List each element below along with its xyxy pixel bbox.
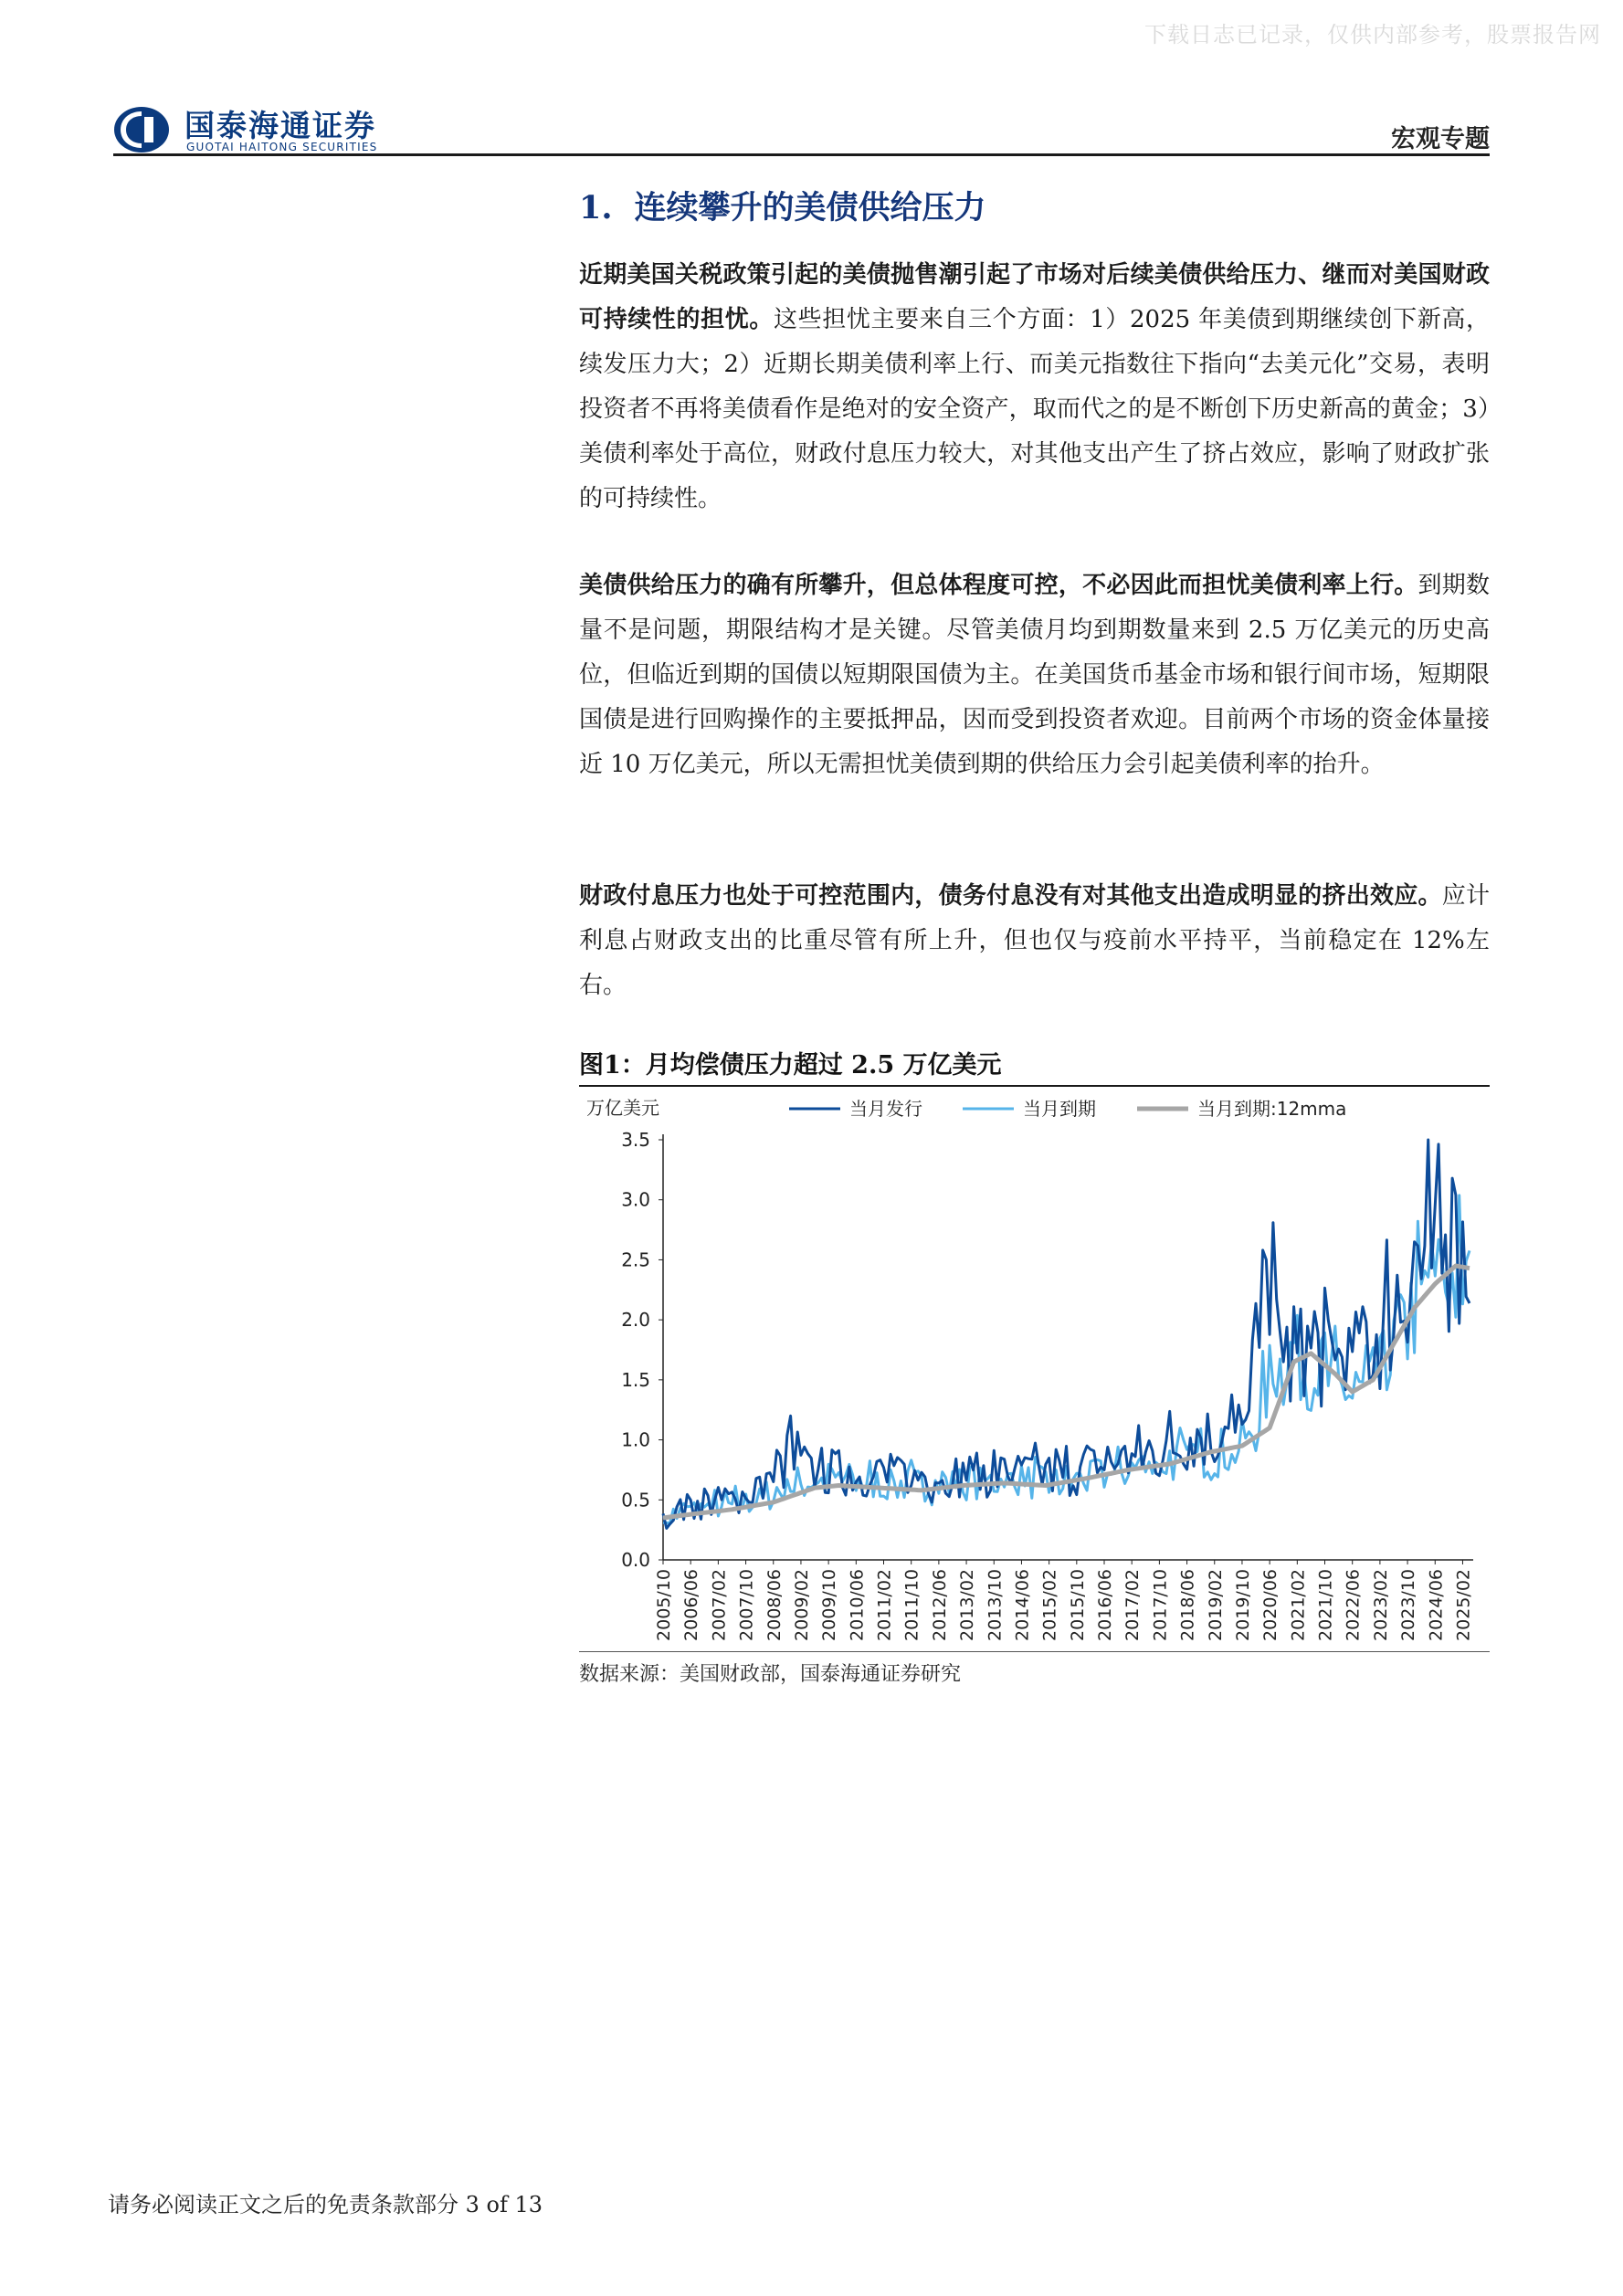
x-tick-label: 2015/10 — [1067, 1569, 1088, 1641]
y-tick-label: 3.5 — [621, 1129, 650, 1151]
x-tick-label: 2019/10 — [1232, 1569, 1253, 1641]
x-tick-label: 2017/10 — [1150, 1569, 1171, 1641]
y-tick-label: 3.0 — [621, 1188, 650, 1211]
x-tick-label: 2025/02 — [1453, 1569, 1474, 1641]
legend-label-2: 当月到期:12mma — [1197, 1098, 1347, 1120]
x-tick-label: 2015/02 — [1039, 1569, 1060, 1641]
x-tick-label: 2013/10 — [985, 1569, 1006, 1641]
x-tick-label: 2009/10 — [819, 1569, 840, 1641]
section-number: 1. — [579, 189, 613, 226]
y-tick-label: 0.5 — [621, 1489, 650, 1511]
paragraph-3-lead: 财政付息压力也处于可控范围内，债务付息没有对其他支出造成明显的挤出效应。 — [579, 882, 1442, 910]
x-tick-label: 2006/06 — [681, 1569, 702, 1641]
x-tick-label: 2007/02 — [709, 1569, 730, 1641]
header-divider — [113, 153, 1490, 156]
x-tick-label: 2010/06 — [847, 1569, 868, 1641]
x-tick-label: 2008/06 — [764, 1569, 785, 1641]
section-heading — [579, 183, 1490, 228]
paragraph-2-lead: 美债供给压力的确有所攀升，但总体程度可控，不必因此而担忧美债利率上行。 — [579, 572, 1418, 599]
x-tick-label: 2023/02 — [1370, 1569, 1391, 1641]
paragraph-2-body: 到期数量不是问题，期限结构才是关键。尽管美债月均到期数量来到 2.5 万亿美元的历史高位，但临近到期的国债以短期限国债为主。在美国货币基金市场和银行间市场，短期限国债是进行回购操作的主要抵押品，因而受到投资者欢迎。目前两个市场的资金体量接近 10 万亿美元，所以无需担忧美债到期的供给压力会引起美债利率的抬升。 — [579, 572, 1490, 778]
x-tick-label: 2020/06 — [1260, 1569, 1281, 1641]
legend-label-0: 当月发行 — [849, 1098, 922, 1120]
figure-bottom-rule — [579, 1651, 1490, 1652]
x-tick-label: 2021/02 — [1288, 1569, 1309, 1641]
page-number: 3 of 13 — [465, 2192, 543, 2217]
x-tick-label: 2018/06 — [1177, 1569, 1198, 1641]
legend-label-1: 当月到期 — [1023, 1098, 1096, 1120]
figure-title: 图1：月均偿债压力超过 2.5 万亿美元 — [579, 1051, 1002, 1080]
watermark: 下载日志已记录，仅供内部参考，股票报告网 — [1144, 22, 1601, 47]
page-footer — [108, 2186, 543, 2218]
y-tick-label: 1.0 — [621, 1428, 650, 1451]
x-tick-label: 2019/02 — [1205, 1569, 1226, 1641]
paragraph-3-body: 应计利息占财政支出的比重尽管有所上升，但也仅与疫前水平持平，当前稳定在 12%左右。 — [579, 882, 1490, 999]
paragraph-3 — [579, 874, 1490, 1008]
paragraph-1 — [579, 253, 1490, 521]
logo-emblem-icon — [113, 106, 170, 153]
figure-source: 数据来源：美国财政部，国泰海通证券研究 — [579, 1663, 962, 1686]
figure-top-rule — [579, 1085, 1490, 1087]
x-tick-label: 2005/10 — [654, 1569, 674, 1641]
x-tick-label: 2024/06 — [1426, 1569, 1447, 1641]
y-tick-label: 2.5 — [621, 1248, 650, 1271]
y-tick-label: 2.0 — [621, 1309, 650, 1332]
x-tick-label: 2016/06 — [1095, 1569, 1116, 1641]
section-title: 连续攀升的美债供给压力 — [634, 189, 986, 226]
y-tick-label: 0.0 — [621, 1549, 650, 1571]
x-tick-label: 2023/10 — [1398, 1569, 1419, 1641]
y-axis-unit-label: 万亿美元 — [586, 1097, 659, 1119]
y-tick-label: 1.5 — [621, 1368, 650, 1391]
x-tick-label: 2011/10 — [901, 1569, 922, 1641]
x-tick-label: 2013/02 — [957, 1569, 978, 1641]
x-tick-label: 2011/02 — [874, 1569, 895, 1641]
section-tag: 宏观专题 — [1391, 125, 1490, 153]
logo-english-name: GUOTAI HAITONG SECURITIES — [186, 141, 378, 153]
footer-disclaimer: 请务必阅读正文之后的免责条款部分 — [108, 2192, 458, 2217]
logo-chinese-name: 国泰海通证券 — [184, 108, 376, 143]
x-tick-label: 2009/02 — [791, 1569, 812, 1641]
x-tick-label: 2014/06 — [1012, 1569, 1033, 1641]
paragraph-1-body: 这些担忧主要来自三个方面：1）2025 年美债到期继续创下新高，续发压力大；2）近期长期美债利率上行、而美元指数往下指向“去美元化”交易，表明投资者不再将美债看作是绝对的安全资产，取而代之的是不断创下历史新高的黄金；3）美债利率处于高位，财政付息压力较大，对其他支出产生了挤占效应，影响了财政扩张的可持续性。 — [579, 306, 1490, 512]
debt-maturity-chart — [579, 1092, 1490, 1651]
x-tick-label: 2012/06 — [929, 1569, 950, 1641]
x-tick-label: 2007/10 — [736, 1569, 757, 1641]
x-tick-label: 2022/06 — [1343, 1569, 1364, 1641]
paragraph-1-lead: 近期美国关税政策引起的美债抛售潮引起了市场对后续美债供给压力、继而对美国财政可持续性的担忧。 — [579, 261, 1490, 333]
x-tick-label: 2021/10 — [1315, 1569, 1336, 1641]
paragraph-2 — [579, 563, 1490, 787]
x-tick-label: 2017/02 — [1122, 1569, 1143, 1641]
